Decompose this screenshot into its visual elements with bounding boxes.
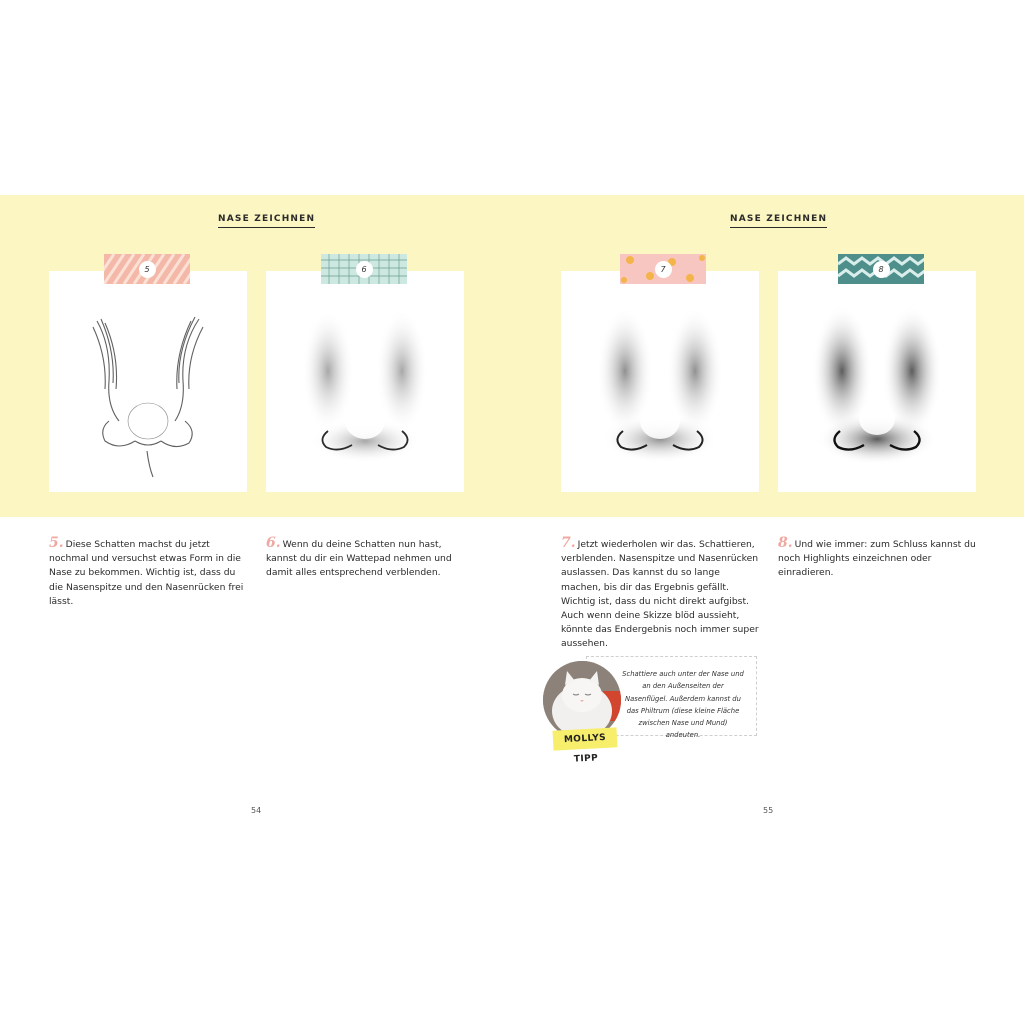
step-7-text-block (561, 536, 761, 652)
tip-text: Schattiere auch unter der Nase und an den Außenseiten der Nasenflügel. Außerdem kannst du das Philtrum (diese kleine Fläche zwischen Nase und Mund) andeuten. (622, 670, 744, 740)
step-5-text: Diese Schatten machst du jetzt nochmal und versuchst etwas Form in die Nase zu bekommen. Wichtig ist, dass du die Nasenspitze und den Nasenrücken frei lässt. (49, 539, 244, 607)
step-number-7: 7. (561, 535, 576, 551)
nose-sketch-step-7 (561, 271, 759, 492)
section-title-left: NASE ZEICHNEN (218, 214, 315, 228)
tip-label: MOLLYS TIPP (553, 727, 618, 750)
step-number-badge-8: 8 (873, 261, 890, 278)
step-6-text: Wenn du deine Schatten nun hast, kannst du dir ein Wattepad nehmen und damit alles entsprechend verblenden. (266, 539, 452, 579)
step-8-text-block (778, 536, 978, 581)
washi-tape-6 (321, 254, 407, 284)
step-6-text-block (266, 536, 466, 581)
page-number-right: 55 (763, 806, 774, 815)
step-number-6: 6. (266, 535, 281, 551)
step-5-text-block (49, 536, 249, 609)
section-title-right: NASE ZEICHNEN (730, 214, 827, 228)
washi-tape-8 (838, 254, 924, 284)
step-8-text: Und wie immer: zum Schluss kannst du noch Highlights einzeichnen oder einradieren. (778, 539, 976, 579)
step-number-badge-6: 6 (356, 261, 373, 278)
step-number-badge-5: 5 (139, 261, 156, 278)
page-number-left: 54 (251, 806, 262, 815)
washi-tape-7 (620, 254, 706, 284)
step-number-8: 8. (778, 535, 793, 551)
step-7-text: Jetzt wiederholen wir das. Schattieren, verblenden. Nasenspitze und Nasenrücken auslassen. Das kannst du so lange machen, bis dir das Ergebnis gefällt. Wichtig ist, dass du nicht direkt aufgibst. Auch wenn deine Skizze blöd aussieht, könnte das Endergebnis noch immer super aussehen. (561, 539, 759, 650)
step-number-badge-7: 7 (655, 261, 672, 278)
step-number-5: 5. (49, 535, 64, 551)
nose-sketch-step-8 (778, 271, 976, 492)
nose-sketch-step-6 (266, 271, 464, 492)
washi-tape-5 (104, 254, 190, 284)
nose-sketch-step-5 (49, 271, 247, 492)
